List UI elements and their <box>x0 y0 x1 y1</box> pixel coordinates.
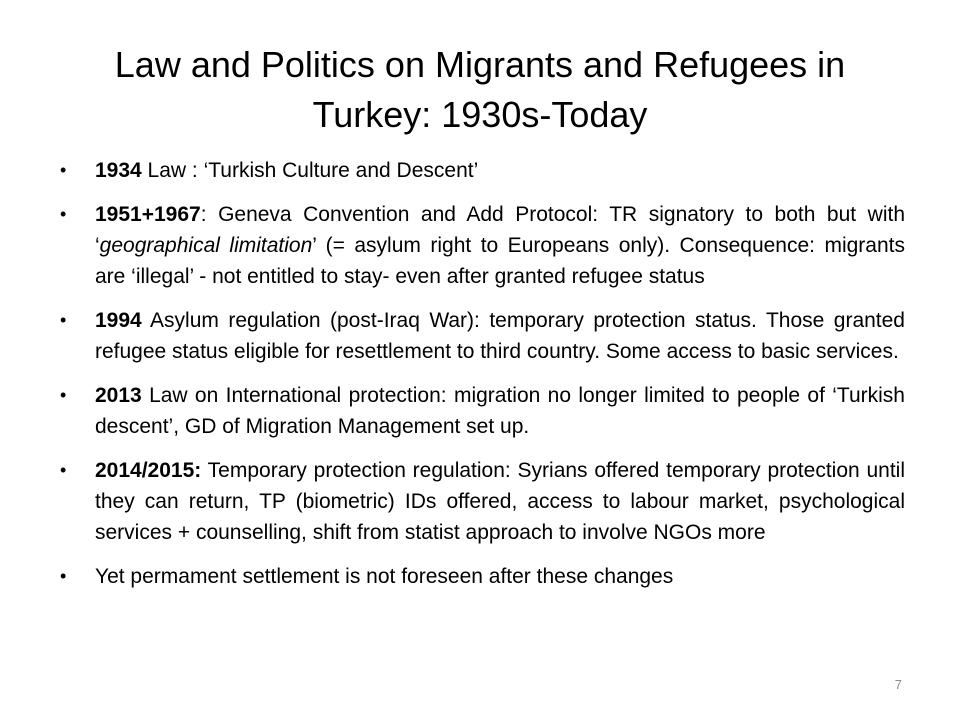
bullet-emphasis: geographical limitation <box>99 234 313 257</box>
bullet-dot-icon: • <box>60 385 67 405</box>
bullet-lead: 1994 <box>95 309 142 332</box>
bullet-text: Asylum regulation (post-Iraq War): temporary protection status. Those granted refugee status eligible for resettlement to third country. Some access to basic services. <box>95 309 905 363</box>
bullet-item-1951-1967 <box>60 199 905 292</box>
bullet-text: Temporary protection regulation: Syrians offered temporary protection until they can return, TP (biometric) IDs offered, access to labour market, psychological services + counselling, shift from statist approach to involve NGOs more <box>95 459 905 544</box>
bullet-item-settlement <box>60 561 905 592</box>
bullet-lead: 2014/2015: <box>95 459 202 482</box>
slide-title: Law and Politics on Migrants and Refugees in Turkey: 1930s-Today <box>114 44 846 135</box>
bullet-text: : Geneva Convention and Add Protocol: TR signatory to both but with ‘ <box>95 203 905 257</box>
bullet-item-2013 <box>60 380 905 442</box>
bullet-item-2014-2015 <box>60 455 905 548</box>
bullet-dot-icon: • <box>60 460 67 480</box>
bullet-list <box>60 155 905 605</box>
bullet-text: Law : ‘Turkish Culture and Descent’ <box>141 159 479 182</box>
bullet-dot-icon: • <box>60 160 67 180</box>
bullet-lead: 2013 <box>95 384 142 407</box>
bullet-item-1934 <box>60 155 905 186</box>
page-number: 7 <box>894 677 902 692</box>
bullet-dot-icon: • <box>60 566 67 586</box>
bullet-lead: 1951+1967 <box>95 203 201 226</box>
bullet-text-continued: ’ (= asylum right to Europeans only). Consequence: migrants are ‘illegal’ - not entitled to stay- even after granted refugee status <box>95 234 905 288</box>
bullet-dot-icon: • <box>60 310 67 330</box>
bullet-text: Law on International protection: migration no longer limited to people of ‘Turkish descent’, GD of Migration Management set up. <box>95 384 905 438</box>
bullet-text: Yet permament settlement is not foreseen after these changes <box>95 565 674 588</box>
bullet-item-1994 <box>60 305 905 367</box>
bullet-lead: 1934 <box>95 159 142 182</box>
bullet-dot-icon: • <box>60 204 67 224</box>
